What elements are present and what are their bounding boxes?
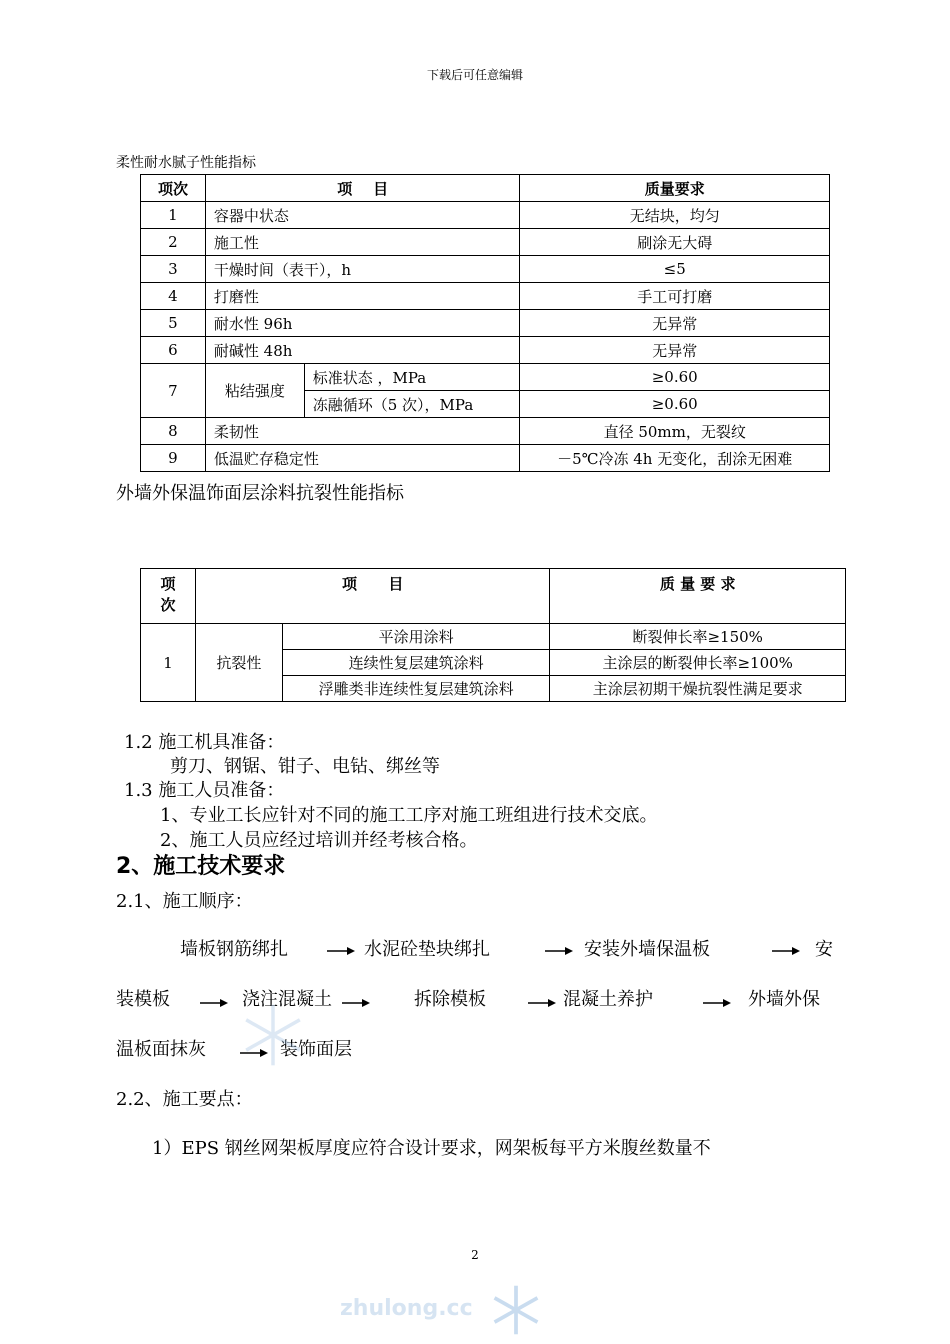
- table-row: [141, 283, 830, 310]
- row-subitem: 标准状态 ，MPa: [304, 364, 520, 391]
- table-header-row: [141, 569, 846, 624]
- table-row: [141, 445, 830, 472]
- section-1-2-text: 剪刀、钢锯、钳子、电钻、绑丝等: [170, 756, 440, 777]
- row-item: 耐水性 96h: [205, 310, 520, 337]
- row-req: ≥0.60: [520, 364, 830, 391]
- row-no: 4: [141, 283, 206, 310]
- row-no: 7: [141, 364, 206, 418]
- row-no: 2: [141, 229, 206, 256]
- section-2-1-heading: 2.1、施工顺序：: [116, 891, 253, 912]
- row-req: 手工可打磨: [520, 283, 830, 310]
- row-req: 无异常: [520, 310, 830, 337]
- table-row: [141, 624, 846, 650]
- row-req: 无异常: [520, 337, 830, 364]
- row-subitem: 冻融循环（5 次），MPa: [304, 391, 520, 418]
- table-row: [141, 229, 830, 256]
- row-req: 直径 50mm，无裂纹: [520, 418, 830, 445]
- page-number: 2: [471, 1248, 479, 1262]
- arrow-right-icon: [528, 998, 556, 1008]
- table1-caption: 柔性耐水腻子性能指标: [116, 155, 256, 171]
- header-item: 项 目: [195, 569, 549, 624]
- row-req: 主涂层初期干燥抗裂性满足要求: [550, 676, 846, 702]
- row-item: 柔韧性: [205, 418, 520, 445]
- table-header-row: [141, 175, 830, 202]
- arrow-right-icon: [772, 946, 800, 956]
- table-row: [141, 256, 830, 283]
- row-no: 1: [141, 202, 206, 229]
- row-no: 8: [141, 418, 206, 445]
- row-item: 干燥时间（表干），h: [205, 256, 520, 283]
- row-item: 容器中状态: [205, 202, 520, 229]
- putty-performance-table: [140, 174, 830, 472]
- snowflake-watermark-icon: [238, 1000, 308, 1070]
- row-req: ≥0.60: [520, 391, 830, 418]
- flow-step: 浇注混凝土: [242, 989, 332, 1010]
- header-requirement: 质量要求: [520, 175, 830, 202]
- section-2-2-heading: 2.2、施工要点：: [116, 1089, 253, 1110]
- row-no: 3: [141, 256, 206, 283]
- arrow-right-icon: [200, 998, 228, 1008]
- header-no: 项 次: [141, 569, 196, 624]
- flow-step: 温板面抹灰: [116, 1039, 206, 1060]
- row-no: 1: [141, 624, 196, 702]
- table-row: [141, 310, 830, 337]
- row-req: 无结块，均匀: [520, 202, 830, 229]
- row-req: 主涂层的断裂伸长率≥100%: [550, 650, 846, 676]
- row-req: 刷涂无大碍: [520, 229, 830, 256]
- flow-step: 安: [815, 939, 833, 960]
- flow-step: 外墙外保: [748, 989, 820, 1010]
- flow-step: 装饰面层: [280, 1039, 352, 1060]
- row-req: 断裂伸长率≥150%: [550, 624, 846, 650]
- row-subitem: 连续性复层建筑涂料: [282, 650, 550, 676]
- row-subitem: 平涂用涂料: [282, 624, 550, 650]
- flow-step: 装模板: [116, 989, 170, 1010]
- header-item: 项 目: [205, 175, 520, 202]
- header-no: 项次: [141, 175, 206, 202]
- table2-caption: 外墙外保温饰面层涂料抗裂性能指标: [116, 483, 404, 504]
- snowflake-watermark-icon: [488, 1282, 544, 1338]
- arrow-right-icon: [327, 946, 355, 956]
- row-item: 抗裂性: [195, 624, 282, 702]
- section-1-3-item-2: 2、施工人员应经过培训并经考核合格。: [160, 830, 478, 851]
- row-item: 打磨性: [205, 283, 520, 310]
- arrow-right-icon: [703, 998, 731, 1008]
- flow-step: 混凝土养护: [563, 989, 653, 1010]
- crack-resistance-table: [140, 568, 846, 702]
- table-row: [141, 418, 830, 445]
- row-item: 粘结强度: [205, 364, 304, 418]
- header-requirement: 质 量 要 求: [550, 569, 846, 624]
- section-1-3-heading: 1.3 施工人员准备：: [124, 780, 285, 801]
- row-item: 耐碱性 48h: [205, 337, 520, 364]
- section-2-heading: 2、施工技术要求: [116, 854, 286, 879]
- flow-step: 墙板钢筋绑扎: [180, 939, 288, 960]
- watermark-text: zhulong.cc: [340, 1296, 473, 1321]
- flow-step: 水泥砼垫块绑扎: [364, 939, 490, 960]
- row-no: 6: [141, 337, 206, 364]
- section-1-2-heading: 1.2 施工机具准备：: [124, 732, 285, 753]
- arrow-right-icon: [342, 998, 370, 1008]
- row-subitem: 浮雕类非连续性复层建筑涂料: [282, 676, 550, 702]
- section-1-3-item-1: 1、专业工长应针对不同的施工工序对施工班组进行技术交底。: [160, 805, 658, 826]
- page-header: 下载后可任意编辑: [426, 68, 523, 82]
- flow-step: 拆除模板: [414, 989, 486, 1010]
- row-item: 施工性: [205, 229, 520, 256]
- arrow-right-icon: [545, 946, 573, 956]
- row-no: 5: [141, 310, 206, 337]
- table-row: [141, 202, 830, 229]
- row-no: 9: [141, 445, 206, 472]
- row-req: ≤5: [520, 256, 830, 283]
- row-item: 低温贮存稳定性: [205, 445, 520, 472]
- paragraph-1: 1）EPS 钢丝网架板厚度应符合设计要求，网架板每平方米腹丝数量不: [152, 1138, 711, 1159]
- table-row: [141, 364, 830, 391]
- table-row: [141, 337, 830, 364]
- row-req: －5℃冷冻 4h 无变化，刮涂无困难: [520, 445, 830, 472]
- flow-step: 安装外墙保温板: [584, 939, 710, 960]
